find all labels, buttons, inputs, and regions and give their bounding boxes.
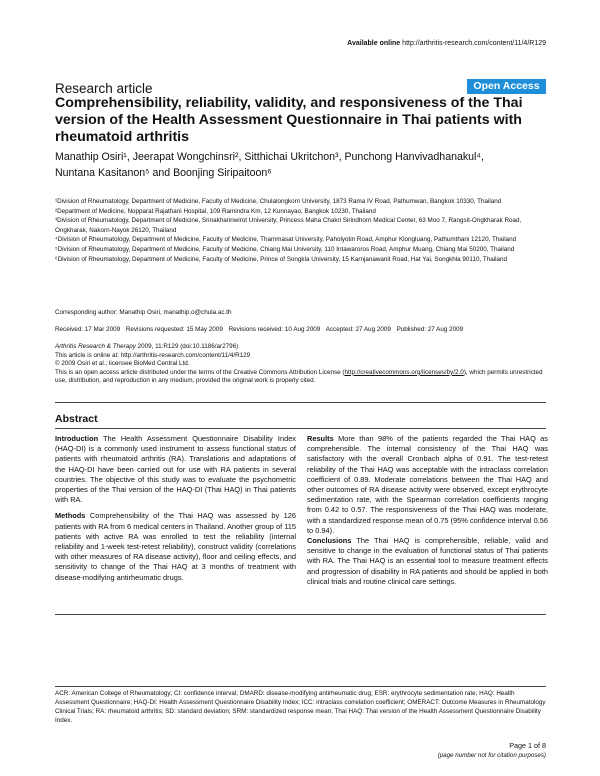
abbreviations: ACR: American College of Rheumatology; CI: confidence interval; DMARD: disease-modifying antirheumatic drug; ESR: erythrocyte sedimentation rate; HAQ: Health Assessment Questionnaire; HAQ-DI: Health Assessment Questionnaire Disability Index; ICC: intraclass correlation coefficient; OMERACT: Outcome Measures in Rheumatology Clinical Trials; RA: rheumatoid arthritis; SD: standard deviation; SRM: standardized response mean; Thai HAQ: Thai version of the Health Assessment Questionnaire Disability Index.: [55, 690, 546, 724]
page-number: Page 1 of 8: [509, 741, 546, 750]
available-url[interactable]: http://arthritis-research.com/content/11/4/R129: [402, 40, 546, 47]
abstract-top-rule: [55, 402, 546, 403]
online-line: This article is online at: http://arthritis-research.com/content/11/4/R129: [55, 351, 251, 359]
affiliation-3: ³Division of Rheumatology, Department of Medicine, Srinakharinwirot University, Princess Maha Chakri Sirindhorn Medical Center, 63 Moo 7, Rangsit-Ongkharak Road, Ongkharak, Nakorn-Nayok 26120, Thailand: [55, 217, 522, 234]
authors-line-2: Nuntana Kasitanon⁵ and Boonjing Siripaitoon⁶: [55, 167, 272, 179]
date-accepted: Accepted: 27 Aug 2009: [325, 326, 391, 333]
affiliation-1: ¹Division of Rheumatology, Department of Medicine, Faculty of Medicine, Chulalongkorn University, 1873 Rama IV Road, Pathumwan, Bangkok 10330, Thailand: [55, 198, 502, 205]
abbreviations-rule: [55, 686, 546, 687]
affiliation-2: ²Department of Medicine, Nopparat Rajathani Hospital, 109 Ramindra Km, 12 Kunnayao, Bangkok 10230, Thailand: [55, 207, 376, 215]
available-label: Available online: [347, 40, 401, 47]
abstract-introduction: Introduction The Health Assessment Questionnaire Disability Index (HAQ-DI) is a commonly used instrument to assess functional status of patients with rheumatoid arthritis (RA). Translations and adaptations of the HAQ-DI have been carried out for use with RA patients in several countries. The objective of this study was to evaluate the psychometric properties of the Thai version of the HAQ-DI (Thai HAQ) in Thai patients with RA.: [55, 434, 296, 505]
authors-line-1: Manathip Osiri¹, Jeerapat Wongchinsri², Sitthichai Ukritchon³, Punchong Hanvivadhanakul⁴,: [55, 151, 484, 163]
article-title: Comprehensibility, reliability, validity, and responsiveness of the Thai version of the Health Assessment Questionnaire in Thai patients with rheumatoid arthritis: [55, 95, 523, 145]
author-list: [55, 149, 550, 181]
journal-name: Arthritis Research & Therapy: [55, 343, 136, 350]
citation-line: [55, 343, 550, 352]
date-revisions-requested: Revisions requested: 15 May 2009: [125, 326, 223, 333]
abstract-bottom-rule: [55, 614, 546, 615]
corresponding-author: Corresponding author: Manathip Osiri, manathip.o@chula.ac.th: [55, 309, 232, 316]
article-dates: [55, 326, 550, 333]
affiliation-6: ⁶Division of Rheumatology, Department of Medicine, Faculty of Medicine, Prince of Songkla University, 15 Karnjanawanit Road, Hat Yai, Songkhla 90110, Thailand: [55, 255, 508, 263]
page-note: (page number not for citation purposes): [437, 752, 546, 759]
abstract-right-column: [307, 434, 548, 593]
date-revisions-received: Revisions received: 10 Aug 2009: [228, 326, 321, 333]
citation-ref: 2009, 11:R129 (doi:10.1186/ar2796): [135, 343, 239, 350]
date-published: Published: 27 Aug 2009: [396, 326, 464, 333]
citation-block: [55, 343, 550, 386]
abstract-results: Results More than 98% of the patients regarded the Thai HAQ as comprehensible. The internal consistency of the Thai HAQ was satisfactory with the overall Cronbach alpha of 0.91. The test-retest reliability of the Thai HAQ was acceptable with the intraclass correlation coefficient of 0.89. Moderate correlations between the Thai HAQ and other outcomes of RA disease activity were observed, except erythrocyte sedimentation rate, with the Spearman correlation coefficients ranging from 0.42 to 0.57. The responsiveness of the Thai HAQ was moderate, with a standardized response mean of 0.75 (95% confidence interval 0.56 to 0.94).: [307, 434, 548, 535]
abstract-left-column: [55, 434, 296, 589]
license-link[interactable]: http://creativecommons.org/licenses/by/2.0: [344, 368, 464, 376]
date-received: Received: 17 Mar 2009: [55, 326, 121, 333]
availability-line: [320, 40, 546, 47]
affiliation-5: ⁵Division of Rheumatology, Department of Medicine, Faculty of Medicine, Chiang Mai University, 110 Intawaroros Road, Amphur Muang, Chiang Mai 50200, Thailand: [55, 245, 515, 253]
license-text: This is an open access article distributed under the terms of the Creative Commons Attribution License (http://creativecommons.org/licenses/by/2.0), which permits unrestricted use, distribution, and reproduction in any medium, provided the original work is properly cited.: [55, 368, 543, 385]
abstract-methods: Methods Comprehensibility of the Thai HAQ was assessed by 126 patients with RA from 6 medical centers in Thailand. Another group of 115 patients with active RA was enrolled to test the reliability (internal reliability and 1-week test-retest reliability), construct validity (correlations with other measures of RA disease activity), floor and ceiling effects, and sensitivity to change of the Thai HAQ at 3 months of treatment with disease-modifying antirheumatic drugs.: [55, 511, 296, 582]
affiliation-4: ⁴Division of Rheumatology, Department of Medicine, Faculty of Medicine, Thammasat University, Paholyotin Road, Amphur Klongluang, Pathumthani 12120, Thailand: [55, 236, 517, 244]
copyright-line: © 2009 Osiri et al.; licensee BioMed Central Ltd.: [55, 360, 190, 368]
affiliations: [55, 197, 550, 264]
abstract-conclusions: Conclusions The Thai HAQ is comprehensible, reliable, valid and sensitive to change in the evaluation of functional status of Thai patients with RA. The Thai HAQ is an essential tool to measure treatment effects and progression of disability in RA patients and should be applied in both clinical trials and routine clinical care settings.: [307, 536, 548, 586]
open-access-badge: Open Access: [467, 79, 546, 94]
abstract-heading-rule: [55, 428, 546, 429]
article-type: Research article: [55, 81, 153, 96]
abstract-heading: Abstract: [55, 413, 98, 425]
